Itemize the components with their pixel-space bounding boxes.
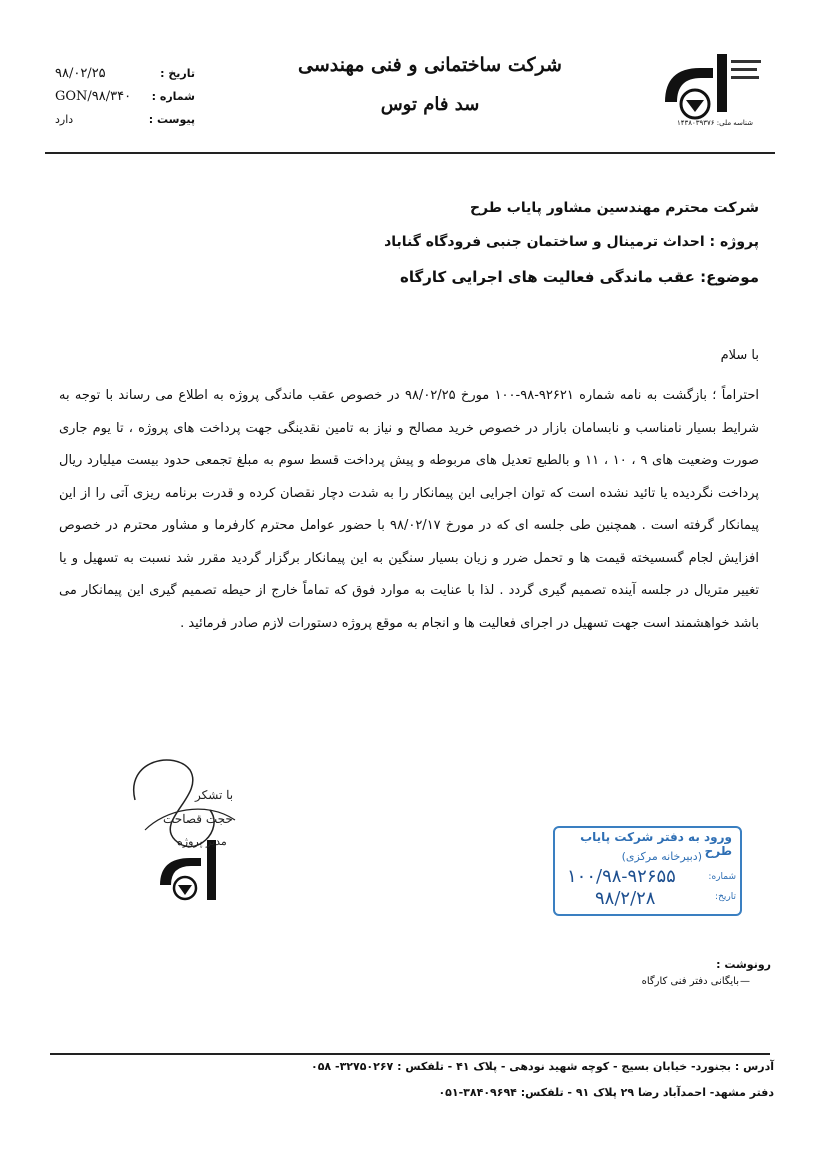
footer-address-main: آدرس : بجنورد- خیابان بسیج - کوچه شهید نودهی - پلاک ۴۱ - تلفکس : ۳۲۷۵۰۲۶۷- ۰۵۸ [311, 1060, 774, 1073]
stamp-number-value: ۱۰۰/۹۸-۹۲۶۵۵ [567, 866, 676, 887]
copies-label: رونوشت : [716, 958, 771, 971]
recipient-block [199, 200, 759, 286]
company-header [280, 54, 580, 115]
letter-meta [55, 62, 195, 131]
footer-address-mashhad: دفتر مشهد- احمدآباد رضا ۲۹ پلاک ۹۱ - تلفکس: ۳۸۴۰۹۶۹۴-۰۵۱ [438, 1086, 774, 1099]
company-subname: سد فام توس [380, 94, 480, 115]
stamp-date-label: تاریخ: [715, 892, 736, 902]
number-row [55, 85, 195, 108]
copies-item: بایگانی دفتر فنی کارگاه [641, 976, 739, 987]
incoming-stamp [553, 826, 742, 916]
signature-thanks: با تشکر [195, 788, 234, 802]
letter-body: احتراماً ؛ بازگشت به نامه شماره ۹۲۶۲۱-۹۸-۱۰۰ مورخ ۹۸/۰۲/۲۵ در خصوص عقب ماندگی پروژه به اطلاع می رساند با توجه به شرایط بسیار نامناسب و نابسامان بازار در خصوص خرید مصالح و نیاز به تامین نقدینگی جهت پرداخت های پروژه ، تا یوم جاری صورت وضعیت های ۹ ، ۱۰ ، ۱۱ و بالطبع تعدیل های مربوطه و پیش پرداخت قسط سوم به مبلغ تجمعی حدود بیست میلیارد ریال پرداخت نگردیده یا تائید نشده است که توان اجرایی این پیمانکار را به شدت دچار نقصان کرده و قدرت برنامه ریزی آتی را از این پیمانکار گرفته است . همچنین طی جلسه ای که در مورخ ۹۸/۰۲/۱۷ با حضور عوامل محترم کارفرما و مشاور محترم در خصوص افزایش لجام گسسیخته قیمت ها و تحمل ضرر و زیان بسیار سنگین به این پیمانکار برگزار گردید مقرر شد نسبت به تسهیل و یا تغییر متریال در جلسه آینده تصمیم گیری گردد . لذا با عنایت به موارد فوق که تماماً خارج از حیطه تصمیم گیری این پیمانکار می باشد خواهشمند است جهت تسهیل در اجرای فعالیت ها و انجام به موقع پروژه دستورات لازم صادر فرمائید . [59, 388, 759, 631]
footer-divider [50, 1053, 770, 1055]
stamp-subtitle: (دبیرخانه مرکزی) [621, 850, 702, 863]
number-value: GON/۹۸/۳۴۰ [55, 89, 132, 104]
attachment-label: پیوست : [148, 113, 195, 126]
signature-title: مدیر پروژه [177, 835, 227, 848]
attachment-row [55, 108, 195, 131]
signature-area [115, 740, 255, 920]
header-divider [45, 152, 775, 154]
date-label: تاریخ : [160, 67, 195, 80]
copies-dash: — [740, 976, 750, 987]
signature-name: حجت قصاحت [163, 812, 233, 826]
date-row [55, 62, 195, 85]
company-name: شرکت ساختمانی و فنی مهندسی [298, 54, 562, 76]
attachment-value: دارد [55, 113, 74, 126]
stamp-title: ورود به دفتر شرکت پایاب طرح [580, 830, 732, 858]
greeting: با سلام [720, 348, 759, 363]
project-line: پروژه : احداث ترمینال و ساختمان جنبی فرودگاه گناباد [384, 234, 759, 250]
national-id: شناسه ملی: ۱۴۳۸۰۳۹۳۷۶ [676, 119, 754, 127]
signature-scribble-icon [115, 740, 255, 920]
stamp-number-label: شماره: [708, 872, 736, 882]
subject-line: موضوع: عقب ماندگی فعالیت های اجرایی کارگاه [400, 268, 759, 286]
number-label: شماره : [151, 90, 195, 103]
stamp-date-value: ۹۸/۲/۲۸ [595, 888, 656, 909]
date-value: ۹۸/۰۲/۲۵ [55, 66, 106, 81]
recipient-name: شرکت محترم مهندسین مشاور پایاب طرح [469, 200, 759, 216]
